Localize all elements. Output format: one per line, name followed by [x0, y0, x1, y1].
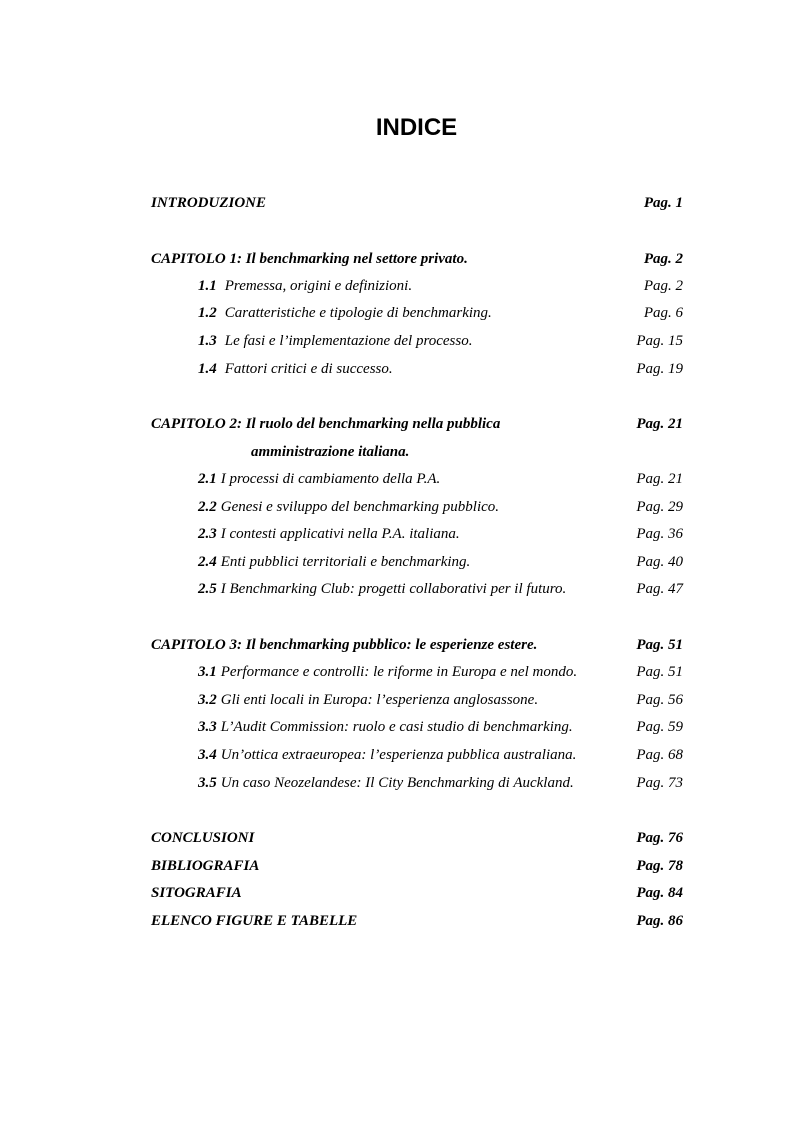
toc-section-title: Caratteristiche e tipologie di benchmarking.: [224, 305, 492, 321]
toc-section-2-1[interactable]: [151, 469, 683, 489]
toc-chapter-2-continuation[interactable]: [151, 442, 683, 462]
toc-chapter-label: CAPITOLO 1: Il benchmarking nel settore privato.: [151, 251, 468, 267]
toc-section-number: 2.2: [198, 499, 217, 515]
toc-section-page: Pag. 2: [643, 278, 683, 294]
toc-section-page: Pag. 47: [636, 581, 683, 597]
toc-section-3-5[interactable]: [151, 773, 683, 793]
toc-entry-bibliografia[interactable]: [151, 856, 683, 876]
page-title: INDICE: [375, 114, 458, 141]
toc-entry-label: INTRODUZIONE: [151, 195, 267, 211]
toc-section-title: I processi di cambiamento della P.A.: [220, 471, 441, 487]
toc-chapter-page: Pag. 2: [643, 251, 683, 267]
toc-entry-page: Pag. 78: [636, 858, 683, 874]
toc-section-page: Pag. 19: [636, 361, 683, 377]
toc-entry-label: SITOGRAFIA: [151, 885, 242, 901]
toc-section-number: 2.3: [198, 526, 217, 542]
toc-section-page: Pag. 15: [636, 333, 683, 349]
toc-section-page: Pag. 56: [636, 692, 683, 708]
toc-entry-introduzione[interactable]: [151, 193, 683, 213]
toc-section-title: Enti pubblici territoriali e benchmarking.: [220, 554, 471, 570]
toc-section-page: Pag. 6: [643, 305, 683, 321]
toc-section-3-3[interactable]: [151, 717, 683, 737]
toc-section-title: Un caso Neozelandese: Il City Benchmarking di Auckland.: [220, 775, 574, 791]
toc-entry-label: CONCLUSIONI: [151, 830, 255, 846]
toc-section-page: Pag. 59: [636, 719, 683, 735]
toc-section-title: Performance e controlli: le riforme in Europa e nel mondo.: [220, 664, 578, 680]
toc-section-page: Pag. 73: [636, 775, 683, 791]
toc-section-number: 1.3: [198, 333, 217, 349]
toc-entry-page: Pag. 86: [636, 913, 683, 929]
toc-section-number: 1.1: [198, 278, 217, 294]
toc-chapter-label: CAPITOLO 2: Il ruolo del benchmarking nella pubblica: [151, 416, 501, 432]
toc-section-title: Gli enti locali in Europa: l’esperienza anglosassone.: [220, 692, 539, 708]
toc-section-number: 3.2: [198, 692, 217, 708]
toc-section-page: Pag. 29: [636, 499, 683, 515]
toc-section-2-4[interactable]: [151, 552, 683, 572]
toc-section-title: Le fasi e l’implementazione del processo.: [224, 333, 473, 349]
toc-section-2-5[interactable]: [151, 579, 683, 599]
toc-section-title: Un’ottica extraeuropea: l’esperienza pubblica australiana.: [220, 747, 577, 763]
toc-section-number: 3.5: [198, 775, 217, 791]
toc-section-page: Pag. 21: [636, 471, 683, 487]
toc-entry-sitografia[interactable]: [151, 883, 683, 903]
toc-section-number: 1.4: [198, 361, 217, 377]
toc-section-number: 3.4: [198, 747, 217, 763]
toc-section-2-3[interactable]: [151, 524, 683, 544]
toc-section-number: 2.5: [198, 581, 217, 597]
toc-section-title: Genesi e sviluppo del benchmarking pubblico.: [220, 499, 500, 515]
toc-entry-label: ELENCO FIGURE E TABELLE: [151, 913, 358, 929]
toc-chapter-label-continuation: amministrazione italiana.: [251, 444, 410, 460]
toc-entry-conclusioni[interactable]: [151, 828, 683, 848]
toc-section-title: I contesti applicativi nella P.A. italiana.: [220, 526, 460, 542]
toc-section-1-2[interactable]: [151, 303, 683, 323]
toc-entry-page: Pag. 84: [636, 885, 683, 901]
toc-section-3-4[interactable]: [151, 745, 683, 765]
toc-section-page: Pag. 36: [636, 526, 683, 542]
toc-section-1-1[interactable]: [151, 276, 683, 296]
toc-chapter-2[interactable]: [151, 414, 683, 434]
toc-chapter-1[interactable]: [151, 249, 683, 269]
toc-section-title: Fattori critici e di successo.: [224, 361, 393, 377]
toc-section-2-2[interactable]: [151, 497, 683, 517]
toc-entry-label: BIBLIOGRAFIA: [151, 858, 260, 874]
toc-chapter-3[interactable]: [151, 635, 683, 655]
toc-entry-page: Pag. 76: [636, 830, 683, 846]
toc-entry-elenco-figure[interactable]: [151, 911, 683, 931]
toc-section-3-1[interactable]: [151, 662, 683, 682]
toc-section-number: 2.4: [198, 554, 217, 570]
toc-section-number: 2.1: [198, 471, 217, 487]
toc-section-3-2[interactable]: [151, 690, 683, 710]
toc-section-number: 1.2: [198, 305, 217, 321]
toc-section-page: Pag. 51: [636, 664, 683, 680]
toc-section-number: 3.3: [198, 719, 217, 735]
toc-section-title: Premessa, origini e definizioni.: [224, 278, 413, 294]
toc-section-1-3[interactable]: [151, 331, 683, 351]
toc-section-title: L’Audit Commission: ruolo e casi studio di benchmarking.: [220, 719, 573, 735]
toc-chapter-page: Pag. 51: [636, 637, 683, 653]
toc-chapter-page: Pag. 21: [636, 416, 683, 432]
toc-section-title: I Benchmarking Club: progetti collaborativi per il futuro.: [220, 581, 567, 597]
toc-section-1-4[interactable]: [151, 359, 683, 379]
toc-chapter-label: CAPITOLO 3: Il benchmarking pubblico: le esperienze estere.: [151, 637, 538, 653]
toc-section-page: Pag. 40: [636, 554, 683, 570]
toc-entry-page: Pag. 1: [643, 195, 683, 211]
toc-section-page: Pag. 68: [636, 747, 683, 763]
toc-section-number: 3.1: [198, 664, 217, 680]
